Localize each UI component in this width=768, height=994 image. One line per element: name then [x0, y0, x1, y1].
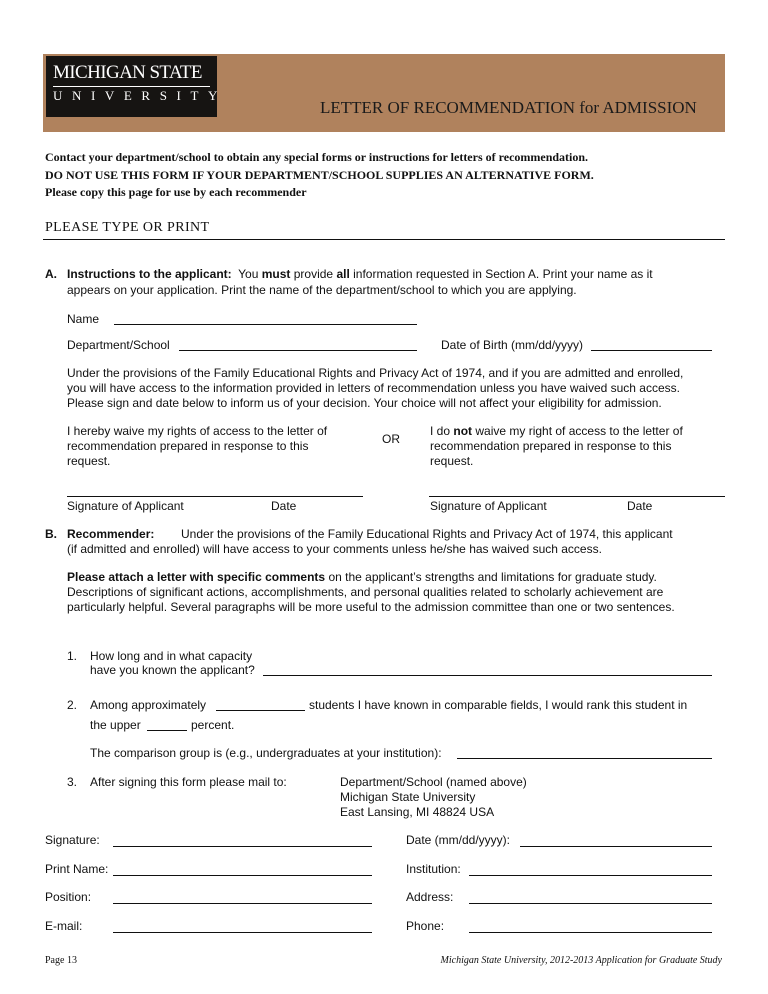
waive-line-1: I hereby waive my rights of access to the letter of [67, 424, 328, 438]
attach-line-1: Please attach a letter with specific comments on the applicant’s strengths and limitations for graduate study. [67, 570, 657, 584]
signature-label: Signature: [45, 833, 100, 847]
logo-wordmark-bottom: UNIVERSITY [53, 88, 227, 103]
institution-label: Institution: [406, 862, 461, 876]
waive-signature-label: Signature of Applicant [67, 499, 184, 513]
attach-line-3: particularly helpful. Several paragraphs will be more useful to the admission committee than one or two sentences. [67, 600, 675, 614]
not-waive-line-3: request. [430, 454, 474, 468]
date-field[interactable] [520, 846, 712, 847]
waive-line-2: recommendation prepared in response to this [67, 439, 309, 453]
approx-students-field[interactable] [216, 710, 305, 711]
phone-label: Phone: [406, 919, 445, 933]
section-divider [43, 239, 725, 240]
not-waive-line-1: I do not waive my right of access to the letter of [430, 424, 683, 438]
section-a-intro: Instructions to the applicant: You must provide all information requested in Section A. Print your name as it [67, 267, 653, 281]
attach-line-2: Descriptions of significant actions, accomplishments, and personal qualities related to scholarly achievement are [67, 585, 664, 599]
page-title: LETTER OF RECOMMENDATION for ADMISSION [320, 98, 697, 117]
institution-field[interactable] [469, 875, 712, 876]
address-field[interactable] [469, 903, 712, 904]
phone-field[interactable] [469, 932, 712, 933]
signature-field[interactable] [113, 846, 372, 847]
section-a-marker: A. [45, 267, 57, 281]
dob-field[interactable] [591, 350, 712, 351]
question-2-number: 2. [67, 698, 78, 712]
position-field[interactable] [113, 903, 372, 904]
page-number: Page 13 [45, 955, 77, 966]
question-1-number: 1. [67, 649, 78, 663]
not-waive-line-2: recommendation prepared in response to this [430, 439, 672, 453]
dob-label: Date of Birth (mm/dd/yyyy) [441, 338, 584, 352]
date-label: Date (mm/dd/yyyy): [406, 833, 511, 847]
name-label: Name [67, 312, 100, 326]
name-field[interactable] [114, 324, 417, 325]
logo-divider [53, 86, 210, 87]
print-name-field[interactable] [113, 875, 372, 876]
comparison-group-field[interactable] [457, 758, 712, 759]
logo-wordmark-top: MICHIGAN STATE [53, 62, 202, 83]
question-2-text-b: students I have known in comparable fields, I would rank this student in [309, 698, 688, 712]
email-label: E-mail: [45, 919, 83, 933]
question-1-line-2: have you known the applicant? [90, 663, 255, 677]
print-name-label: Print Name: [45, 862, 109, 876]
upper-percent-field[interactable] [147, 730, 187, 731]
ferpa-line-2: you will have access to the information provided in letters of recommendation unless you have waived such access. [67, 381, 680, 395]
section-b-marker: B. [45, 527, 57, 541]
ferpa-line-3: Please sign and date below to inform us of your decision. Your choice will not affect your eligibility for admission. [67, 396, 662, 410]
department-label: Department/School [67, 338, 170, 352]
email-field[interactable] [113, 932, 372, 933]
notice-copy: Please copy this page for use by each recommender [45, 185, 307, 199]
section-b-heading: Recommender: [67, 527, 155, 541]
ferpa-line-1: Under the provisions of the Family Educational Rights and Privacy Act of 1974, and if you are admitted and enrolled, [67, 366, 684, 380]
mail-address-line-3: East Lansing, MI 48824 USA [340, 805, 495, 819]
question-3-number: 3. [67, 775, 78, 789]
question-2-text-c: the upper [90, 718, 141, 732]
comparison-group-label: The comparison group is (e.g., undergraduates at your institution): [90, 746, 442, 760]
position-label: Position: [45, 890, 92, 904]
waive-signature-field[interactable] [67, 496, 363, 497]
address-label: Address: [406, 890, 454, 904]
footer-source: Michigan State University, 2012-2013 Application for Graduate Study [440, 955, 722, 966]
question-1-field[interactable] [263, 675, 712, 676]
or-label: OR [382, 432, 400, 446]
waive-date-label: Date [271, 499, 297, 513]
question-1-line-1: How long and in what capacity [90, 649, 253, 663]
department-field[interactable] [179, 350, 417, 351]
mail-address-line-1: Department/School (named above) [340, 775, 527, 789]
question-2-text-d: percent. [191, 718, 235, 732]
waive-line-3: request. [67, 454, 111, 468]
question-3-text: After signing this form please mail to: [90, 775, 287, 789]
not-waive-signature-label: Signature of Applicant [430, 499, 547, 513]
section-b-line-2: (if admitted and enrolled) will have access to your comments unless he/she has waived such access. [67, 542, 602, 556]
notice-do-not-use: DO NOT USE THIS FORM IF YOUR DEPARTMENT/SCHOOL SUPPLIES AN ALTERNATIVE FORM. [45, 168, 594, 182]
not-waive-signature-field[interactable] [429, 496, 725, 497]
please-type-heading: PLEASE TYPE OR PRINT [45, 220, 210, 235]
notice-contact: Contact your department/school to obtain any special forms or instructions for letters of recommendation. [45, 150, 589, 164]
section-b-line-1: Under the provisions of the Family Educational Rights and Privacy Act of 1974, this applicant [181, 527, 673, 541]
mail-address-line-2: Michigan State University [340, 790, 476, 804]
section-a-intro-line2: appears on your application. Print the name of the department/school to which you are applying. [67, 283, 577, 297]
question-2-text-a: Among approximately [90, 698, 207, 712]
not-waive-date-label: Date [627, 499, 653, 513]
section-a-heading: Instructions to the applicant: [67, 267, 232, 281]
